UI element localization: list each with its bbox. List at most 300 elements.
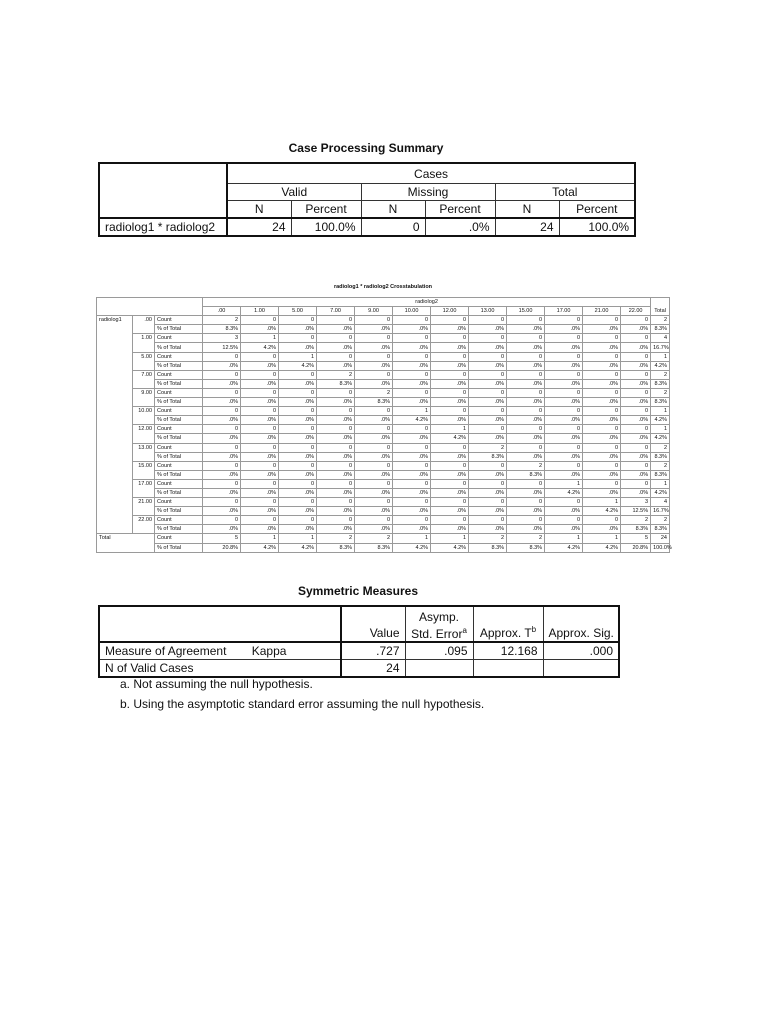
percent-cell: .0% — [317, 434, 355, 443]
stat-label: Count — [155, 534, 203, 543]
percent-cell: .0% — [393, 507, 431, 516]
percent-cell: .0% — [545, 434, 583, 443]
percent-cell: .0% — [355, 416, 393, 425]
value-cell: 100.0% — [291, 218, 361, 236]
percent-cell: .0% — [431, 525, 469, 534]
count-cell: 0 — [393, 498, 431, 507]
percent-cell: .0% — [507, 452, 545, 461]
value-header: Value — [341, 606, 405, 642]
count-cell: 0 — [583, 479, 621, 488]
percent-cell: .0% — [317, 507, 355, 516]
col-header: .00 — [203, 307, 241, 316]
count-cell: 0 — [279, 316, 317, 325]
count-cell: 2 — [507, 461, 545, 470]
percent-cell: .0% — [241, 361, 279, 370]
col-header: 12.00 — [431, 307, 469, 316]
row-category: 13.00 — [133, 443, 155, 461]
percent-cell: .0% — [431, 361, 469, 370]
percent-cell: .0% — [507, 488, 545, 497]
stat-label: Count — [155, 498, 203, 507]
percent-cell: .0% — [393, 325, 431, 334]
count-cell: 0 — [583, 316, 621, 325]
count-cell: 0 — [621, 334, 651, 343]
percent-cell: 8.3% — [355, 398, 393, 407]
percent-cell: .0% — [393, 452, 431, 461]
count-cell: 0 — [507, 352, 545, 361]
row-var-label: radiolog1 — [97, 316, 133, 534]
total-count-cell: 1 — [545, 534, 583, 543]
count-cell: 0 — [545, 498, 583, 507]
count-cell: 0 — [393, 370, 431, 379]
percent-cell: 4.2% — [651, 488, 670, 497]
stat-label: % of Total — [155, 361, 203, 370]
stat-label: Count — [155, 334, 203, 343]
approx-sig-header: Approx. Sig. — [543, 606, 619, 642]
percent-cell: .0% — [241, 325, 279, 334]
stat-label: % of Total — [155, 543, 203, 552]
count-cell: 0 — [583, 370, 621, 379]
percent-cell: .0% — [317, 398, 355, 407]
percent-cell: .0% — [621, 398, 651, 407]
stat-label: Count — [155, 443, 203, 452]
total-count-cell: 1 — [431, 534, 469, 543]
total-count-cell: 5 — [203, 534, 241, 543]
total-percent-cell: 4.2% — [393, 543, 431, 552]
count-cell: 2 — [651, 388, 670, 397]
count-cell: 1 — [545, 479, 583, 488]
percent-cell: 8.3% — [651, 325, 670, 334]
percent-cell: .0% — [469, 507, 507, 516]
percent-cell: .0% — [241, 379, 279, 388]
corner-cell — [99, 606, 341, 642]
stat-label: % of Total — [155, 470, 203, 479]
count-cell: 1 — [651, 352, 670, 361]
count-cell: 0 — [317, 461, 355, 470]
col-header: 21.00 — [583, 307, 621, 316]
percent-cell: .0% — [241, 488, 279, 497]
percent-cell: .0% — [279, 525, 317, 534]
count-cell: 0 — [279, 425, 317, 434]
percent-cell: 8.3% — [651, 398, 670, 407]
col-header: 5.00 — [279, 307, 317, 316]
count-cell: 0 — [431, 352, 469, 361]
count-cell: 0 — [545, 388, 583, 397]
count-cell: 0 — [469, 352, 507, 361]
percent-cell: 8.3% — [651, 379, 670, 388]
case-summary-table — [98, 162, 636, 237]
percent-cell: .0% — [545, 452, 583, 461]
percent-cell: .0% — [621, 434, 651, 443]
percent-cell: .0% — [355, 325, 393, 334]
footnote-a-marker: a — [462, 626, 467, 635]
count-cell: 0 — [469, 479, 507, 488]
percent-cell: .0% — [393, 525, 431, 534]
count-cell: 0 — [507, 479, 545, 488]
total-count-cell: 1 — [393, 534, 431, 543]
col-header: 1.00 — [241, 307, 279, 316]
kappa-approx-t: 12.168 — [473, 642, 543, 660]
count-cell: 0 — [469, 316, 507, 325]
count-cell: 0 — [507, 407, 545, 416]
footnote-a — [120, 677, 313, 691]
count-cell: 0 — [469, 461, 507, 470]
percent-cell: 8.3% — [317, 379, 355, 388]
count-cell: 0 — [545, 443, 583, 452]
corner-cell — [99, 163, 227, 218]
percent-cell: 12.5% — [203, 343, 241, 352]
count-cell: 0 — [507, 316, 545, 325]
percent-cell: 4.2% — [393, 416, 431, 425]
total-percent-cell: 20.8% — [621, 543, 651, 552]
sub-header: N — [495, 201, 559, 219]
count-cell: 0 — [507, 498, 545, 507]
stat-label: % of Total — [155, 434, 203, 443]
count-cell: 0 — [621, 443, 651, 452]
sub-header: N — [361, 201, 425, 219]
percent-cell: .0% — [203, 488, 241, 497]
percent-cell: .0% — [203, 452, 241, 461]
count-cell: 0 — [393, 479, 431, 488]
percent-cell: .0% — [507, 434, 545, 443]
valid-header: Valid — [227, 184, 361, 201]
count-cell: 0 — [279, 516, 317, 525]
percent-cell: .0% — [507, 507, 545, 516]
percent-cell: .0% — [279, 379, 317, 388]
count-cell: 0 — [393, 334, 431, 343]
percent-cell: 8.3% — [203, 325, 241, 334]
count-cell: 0 — [545, 516, 583, 525]
kappa-row-label — [99, 642, 341, 660]
percent-cell: .0% — [583, 470, 621, 479]
total-percent-cell: 8.3% — [355, 543, 393, 552]
percent-cell: .0% — [507, 525, 545, 534]
percent-cell: .0% — [621, 452, 651, 461]
count-cell: 0 — [279, 370, 317, 379]
empty-cell — [473, 660, 543, 678]
percent-cell: .0% — [431, 343, 469, 352]
total-percent-cell: 8.3% — [507, 543, 545, 552]
percent-cell: .0% — [507, 379, 545, 388]
stat-label: % of Total — [155, 379, 203, 388]
stat-label: % of Total — [155, 343, 203, 352]
symmetric-title: Symmetric Measures — [297, 584, 419, 598]
count-cell: 2 — [203, 316, 241, 325]
row-category: 5.00 — [133, 352, 155, 370]
count-cell: 0 — [507, 370, 545, 379]
crosstab-corner — [97, 298, 203, 316]
percent-cell: .0% — [583, 398, 621, 407]
count-cell: 0 — [203, 479, 241, 488]
count-cell: 0 — [355, 352, 393, 361]
count-cell: 0 — [355, 498, 393, 507]
count-cell: 0 — [203, 352, 241, 361]
stat-label: Count — [155, 461, 203, 470]
count-cell: 0 — [469, 334, 507, 343]
count-cell: 0 — [469, 425, 507, 434]
count-cell: 0 — [545, 334, 583, 343]
row-category: 12.00 — [133, 425, 155, 443]
percent-cell: .0% — [317, 361, 355, 370]
count-cell: 0 — [241, 461, 279, 470]
count-cell: 0 — [241, 479, 279, 488]
count-cell: 0 — [317, 425, 355, 434]
count-cell: 0 — [203, 461, 241, 470]
col-var-header: radiolog2 — [203, 298, 651, 307]
kappa-value: .727 — [341, 642, 405, 660]
percent-cell: .0% — [545, 379, 583, 388]
percent-cell: 4.2% — [545, 488, 583, 497]
percent-cell: 8.3% — [621, 525, 651, 534]
total-count-cell: 1 — [583, 534, 621, 543]
count-cell: 0 — [241, 316, 279, 325]
count-cell: 0 — [431, 443, 469, 452]
percent-cell: .0% — [241, 434, 279, 443]
percent-cell: .0% — [431, 488, 469, 497]
row-category: 15.00 — [133, 461, 155, 479]
total-count-cell: 2 — [507, 534, 545, 543]
crosstab-table — [96, 297, 670, 553]
percent-cell: .0% — [203, 416, 241, 425]
kappa-label: Kappa — [251, 643, 287, 658]
count-cell: 1 — [583, 498, 621, 507]
count-cell: 0 — [507, 425, 545, 434]
percent-cell: .0% — [431, 470, 469, 479]
percent-cell: .0% — [469, 343, 507, 352]
percent-cell: .0% — [583, 525, 621, 534]
percent-cell: .0% — [545, 343, 583, 352]
value-cell: .0% — [425, 218, 495, 236]
percent-cell: .0% — [507, 398, 545, 407]
percent-cell: 8.3% — [507, 470, 545, 479]
count-cell: 0 — [355, 407, 393, 416]
percent-cell: .0% — [583, 379, 621, 388]
percent-cell: .0% — [469, 470, 507, 479]
percent-cell: .0% — [583, 434, 621, 443]
stat-label: Count — [155, 352, 203, 361]
count-cell: 4 — [651, 334, 670, 343]
value-cell: 24 — [227, 218, 291, 236]
percent-cell: .0% — [583, 452, 621, 461]
count-cell: 0 — [431, 479, 469, 488]
measure-label: Measure of Agreement — [105, 643, 227, 658]
count-cell: 0 — [469, 498, 507, 507]
count-cell: 0 — [393, 443, 431, 452]
count-cell: 0 — [507, 516, 545, 525]
total-percent-cell: 4.2% — [431, 543, 469, 552]
sub-header: N — [227, 201, 291, 219]
percent-cell: .0% — [545, 525, 583, 534]
percent-cell: .0% — [469, 525, 507, 534]
percent-cell: .0% — [507, 325, 545, 334]
col-header: 13.00 — [469, 307, 507, 316]
percent-cell: .0% — [431, 325, 469, 334]
total-percent-cell: 20.8% — [203, 543, 241, 552]
count-cell: 0 — [583, 407, 621, 416]
row-category: 21.00 — [133, 498, 155, 516]
asymp-header-line1: Asymp. — [418, 610, 459, 624]
percent-cell: .0% — [279, 343, 317, 352]
count-cell: 0 — [203, 498, 241, 507]
row-category: .00 — [133, 316, 155, 334]
count-cell: 1 — [393, 407, 431, 416]
percent-cell: .0% — [431, 416, 469, 425]
percent-cell: .0% — [203, 398, 241, 407]
count-cell: 0 — [241, 425, 279, 434]
total-count-cell: 24 — [651, 534, 670, 543]
percent-cell: .0% — [507, 416, 545, 425]
percent-cell: .0% — [203, 379, 241, 388]
stat-label: % of Total — [155, 452, 203, 461]
percent-cell: .0% — [469, 434, 507, 443]
footnote-b-marker: b — [531, 625, 537, 634]
percent-cell: .0% — [393, 488, 431, 497]
percent-cell: .0% — [583, 343, 621, 352]
count-cell: 0 — [355, 334, 393, 343]
count-cell: 2 — [651, 370, 670, 379]
count-cell: 2 — [651, 461, 670, 470]
percent-cell: .0% — [393, 343, 431, 352]
row-category: 7.00 — [133, 370, 155, 388]
count-cell: 0 — [279, 407, 317, 416]
count-cell: 2 — [651, 443, 670, 452]
percent-cell: .0% — [507, 343, 545, 352]
count-cell: 0 — [355, 316, 393, 325]
percent-cell: .0% — [241, 525, 279, 534]
count-cell: 0 — [241, 443, 279, 452]
count-cell: 0 — [431, 407, 469, 416]
count-cell: 0 — [583, 425, 621, 434]
percent-cell: .0% — [469, 325, 507, 334]
count-cell: 0 — [241, 407, 279, 416]
col-header: 15.00 — [507, 307, 545, 316]
count-cell: 1 — [431, 425, 469, 434]
stat-label: Count — [155, 407, 203, 416]
percent-cell: .0% — [621, 470, 651, 479]
count-cell: 0 — [583, 334, 621, 343]
total-count-cell: 1 — [279, 534, 317, 543]
percent-cell: 4.2% — [431, 434, 469, 443]
percent-cell: .0% — [583, 325, 621, 334]
count-cell: 0 — [241, 352, 279, 361]
percent-cell: .0% — [355, 361, 393, 370]
percent-cell: 4.2% — [241, 343, 279, 352]
percent-cell: .0% — [545, 470, 583, 479]
count-cell: 0 — [393, 461, 431, 470]
percent-cell: .0% — [393, 379, 431, 388]
percent-cell: .0% — [203, 525, 241, 534]
row-category: 9.00 — [133, 388, 155, 406]
stat-label: % of Total — [155, 488, 203, 497]
count-cell: 0 — [393, 425, 431, 434]
count-cell: 0 — [545, 425, 583, 434]
stat-label: Count — [155, 516, 203, 525]
col-header: 17.00 — [545, 307, 583, 316]
count-cell: 0 — [355, 425, 393, 434]
count-cell: 0 — [469, 370, 507, 379]
percent-cell: .0% — [317, 488, 355, 497]
count-cell: 0 — [393, 516, 431, 525]
count-cell: 0 — [317, 516, 355, 525]
percent-cell: .0% — [279, 325, 317, 334]
footnote-b-text: Using the asymptotic standard error assuming the null hypothesis. — [133, 697, 485, 711]
percent-cell: .0% — [279, 507, 317, 516]
percent-cell: .0% — [545, 507, 583, 516]
kappa-std-error: .095 — [405, 642, 473, 660]
n-valid-label: N of Valid Cases — [99, 660, 341, 678]
percent-cell: .0% — [203, 470, 241, 479]
percent-cell: .0% — [621, 416, 651, 425]
count-cell: 0 — [431, 334, 469, 343]
row-category: 22.00 — [133, 516, 155, 534]
percent-cell: .0% — [355, 507, 393, 516]
count-cell: 0 — [317, 407, 355, 416]
count-cell: 0 — [317, 334, 355, 343]
percent-cell: .0% — [241, 416, 279, 425]
count-cell: 0 — [469, 407, 507, 416]
count-cell: 0 — [621, 370, 651, 379]
approx-t-text: Approx. T — [479, 626, 532, 640]
count-cell: 0 — [317, 479, 355, 488]
footnote-b-mark: b. — [120, 697, 131, 711]
percent-cell: .0% — [279, 470, 317, 479]
percent-cell: .0% — [317, 325, 355, 334]
asymp-header — [405, 606, 473, 642]
percent-cell: 4.2% — [651, 434, 670, 443]
count-cell: 0 — [279, 479, 317, 488]
count-cell: 0 — [621, 316, 651, 325]
total-header: Total — [495, 184, 635, 201]
count-cell: 0 — [545, 352, 583, 361]
stat-label: Count — [155, 388, 203, 397]
count-cell: 0 — [241, 370, 279, 379]
count-cell: 0 — [621, 407, 651, 416]
count-cell: 0 — [621, 461, 651, 470]
kappa-approx-sig: .000 — [543, 642, 619, 660]
count-cell: 2 — [469, 443, 507, 452]
count-cell: 0 — [317, 443, 355, 452]
total-percent-cell: 100.0% — [651, 543, 670, 552]
total-percent-cell: 4.2% — [241, 543, 279, 552]
count-cell: 0 — [393, 388, 431, 397]
percent-cell: 4.2% — [583, 507, 621, 516]
count-cell: 0 — [241, 388, 279, 397]
count-cell: 0 — [393, 316, 431, 325]
cases-header: Cases — [227, 163, 635, 184]
total-count-cell: 2 — [469, 534, 507, 543]
count-cell: 0 — [431, 516, 469, 525]
percent-cell: 16.7% — [651, 507, 670, 516]
count-cell: 0 — [583, 461, 621, 470]
count-cell: 2 — [651, 316, 670, 325]
percent-cell: .0% — [431, 398, 469, 407]
stat-label: % of Total — [155, 325, 203, 334]
total-percent-cell: 8.3% — [469, 543, 507, 552]
percent-cell: .0% — [203, 361, 241, 370]
count-cell: 0 — [203, 425, 241, 434]
count-cell: 0 — [431, 370, 469, 379]
count-cell: 0 — [279, 334, 317, 343]
col-header: 7.00 — [317, 307, 355, 316]
percent-cell: .0% — [621, 488, 651, 497]
sub-header: Percent — [559, 201, 635, 219]
percent-cell: .0% — [317, 525, 355, 534]
stat-label: % of Total — [155, 507, 203, 516]
percent-cell: .0% — [545, 325, 583, 334]
count-cell: 0 — [355, 370, 393, 379]
percent-cell: .0% — [583, 416, 621, 425]
total-percent-cell: 4.2% — [279, 543, 317, 552]
symmetric-table — [98, 605, 620, 678]
